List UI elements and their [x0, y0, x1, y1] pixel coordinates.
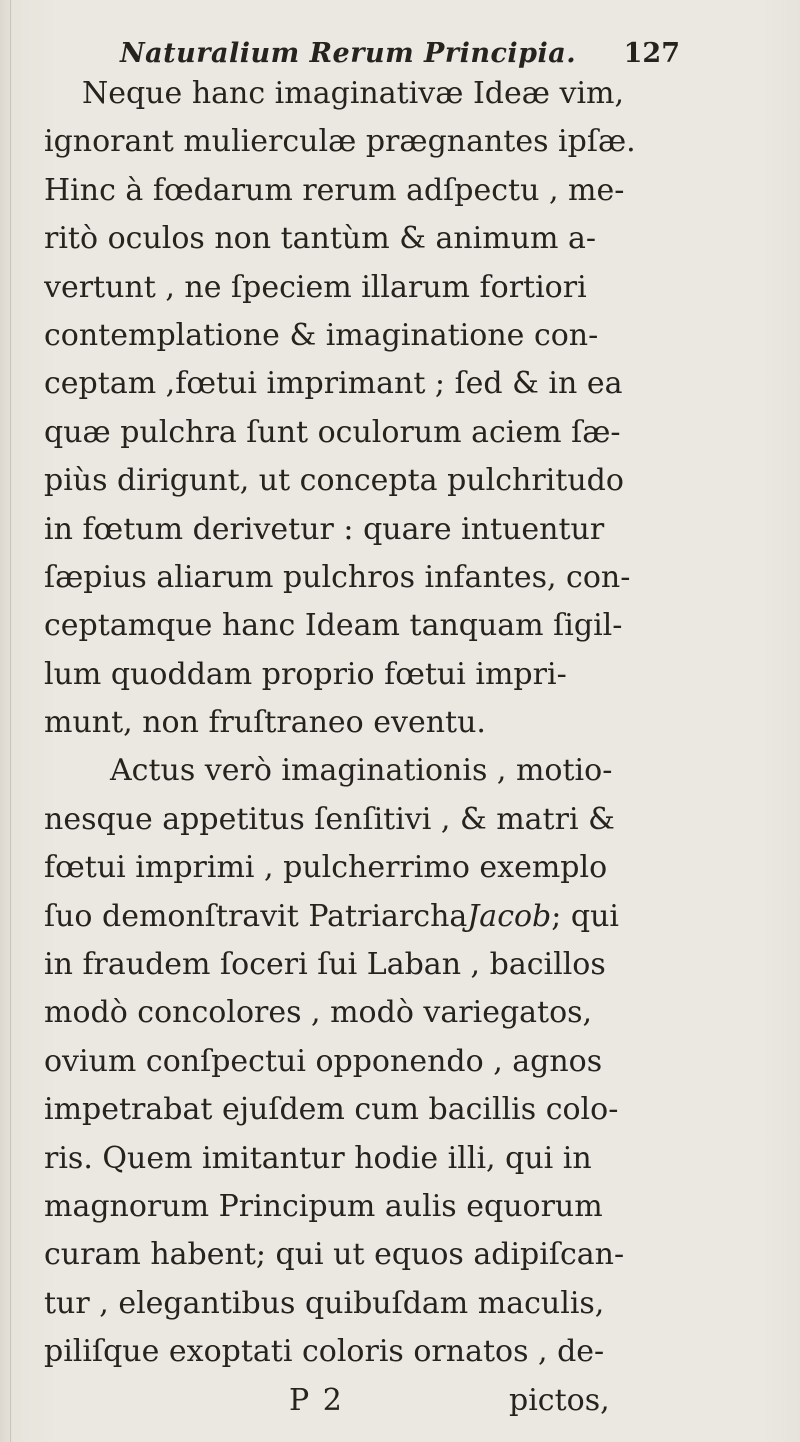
catchword: pictos,: [509, 1382, 610, 1418]
text-line: tur , elegantibus quibuſdam maculis,: [44, 1285, 605, 1321]
text-line: in fœtum derivetur : quare intuentur: [44, 511, 605, 547]
text-line: modò concolores , modò variegatos,: [44, 995, 593, 1031]
text-line: lum quoddam proprio fœtui impri-: [44, 656, 567, 692]
text-line: ovium conſpectui opponendo , agnos: [44, 1043, 603, 1079]
text-line: ſæpius aliarum pulchros infantes, con-: [44, 559, 631, 595]
italic-name: Jacob: [467, 898, 552, 934]
text-line-start: ſuo demonſtravit Patriarcha: [44, 898, 468, 934]
running-title: Naturalium Rerum Principia.: [120, 38, 577, 69]
text-line-with-italic: [44, 893, 774, 941]
text-line: Hinc à fœdarum rerum adſpectu , me-: [44, 172, 625, 208]
text-line: piùs dirigunt, ut concepta pulchritudo: [44, 463, 624, 499]
text-line: ignorant mulierculæ prægnantes ipſæ.: [44, 124, 636, 160]
text-line: munt, non fruſtraneo eventu.: [44, 705, 486, 741]
text-line: vertunt , ne ſpeciem illarum fortiori: [44, 269, 587, 305]
text-line: quæ pulchra ſunt oculorum aciem ſæ-: [44, 414, 621, 450]
text-line: ceptamque hanc Ideam tanquam ſigil-: [44, 608, 623, 644]
text-line-end: ; qui: [551, 898, 620, 934]
text-line: Neque hanc imaginativæ Ideæ vim,: [82, 76, 625, 111]
page-number: 127: [623, 38, 680, 69]
text-line: fœtui imprimi , pulcherrimo exemplo: [44, 850, 608, 886]
text-line: ris. Quem imitantur hodie illi, qui in: [44, 1140, 592, 1176]
text-line: ceptam ,fœtui imprimant ; ſed & in ea: [44, 366, 623, 402]
text-line: ritò oculos non tantùm & animum a-: [44, 221, 597, 257]
text-line: contemplatione & imaginatione con-: [44, 317, 599, 353]
signature-mark: P 2: [289, 1382, 342, 1418]
text-line: impetrabat ejuſdem cum bacillis colo-: [44, 1092, 619, 1128]
text-line: in fraudem ſoceri ſui Laban , bacillos: [44, 947, 606, 983]
text-line: curam habent; qui ut equos adipiſcan-: [44, 1237, 625, 1273]
text-line: nesque appetitus ſenſitivi , & matri &: [44, 801, 615, 837]
body-text: [44, 70, 774, 1425]
text-line: magnorum Principum aulis equorum: [44, 1188, 603, 1224]
page-gutter-edge: [10, 0, 11, 1442]
catchline: [44, 1377, 774, 1425]
text-line: Actus verò imaginationis , motio-: [110, 753, 613, 789]
text-line: piliſque exoptati coloris ornatos , de-: [44, 1334, 605, 1370]
